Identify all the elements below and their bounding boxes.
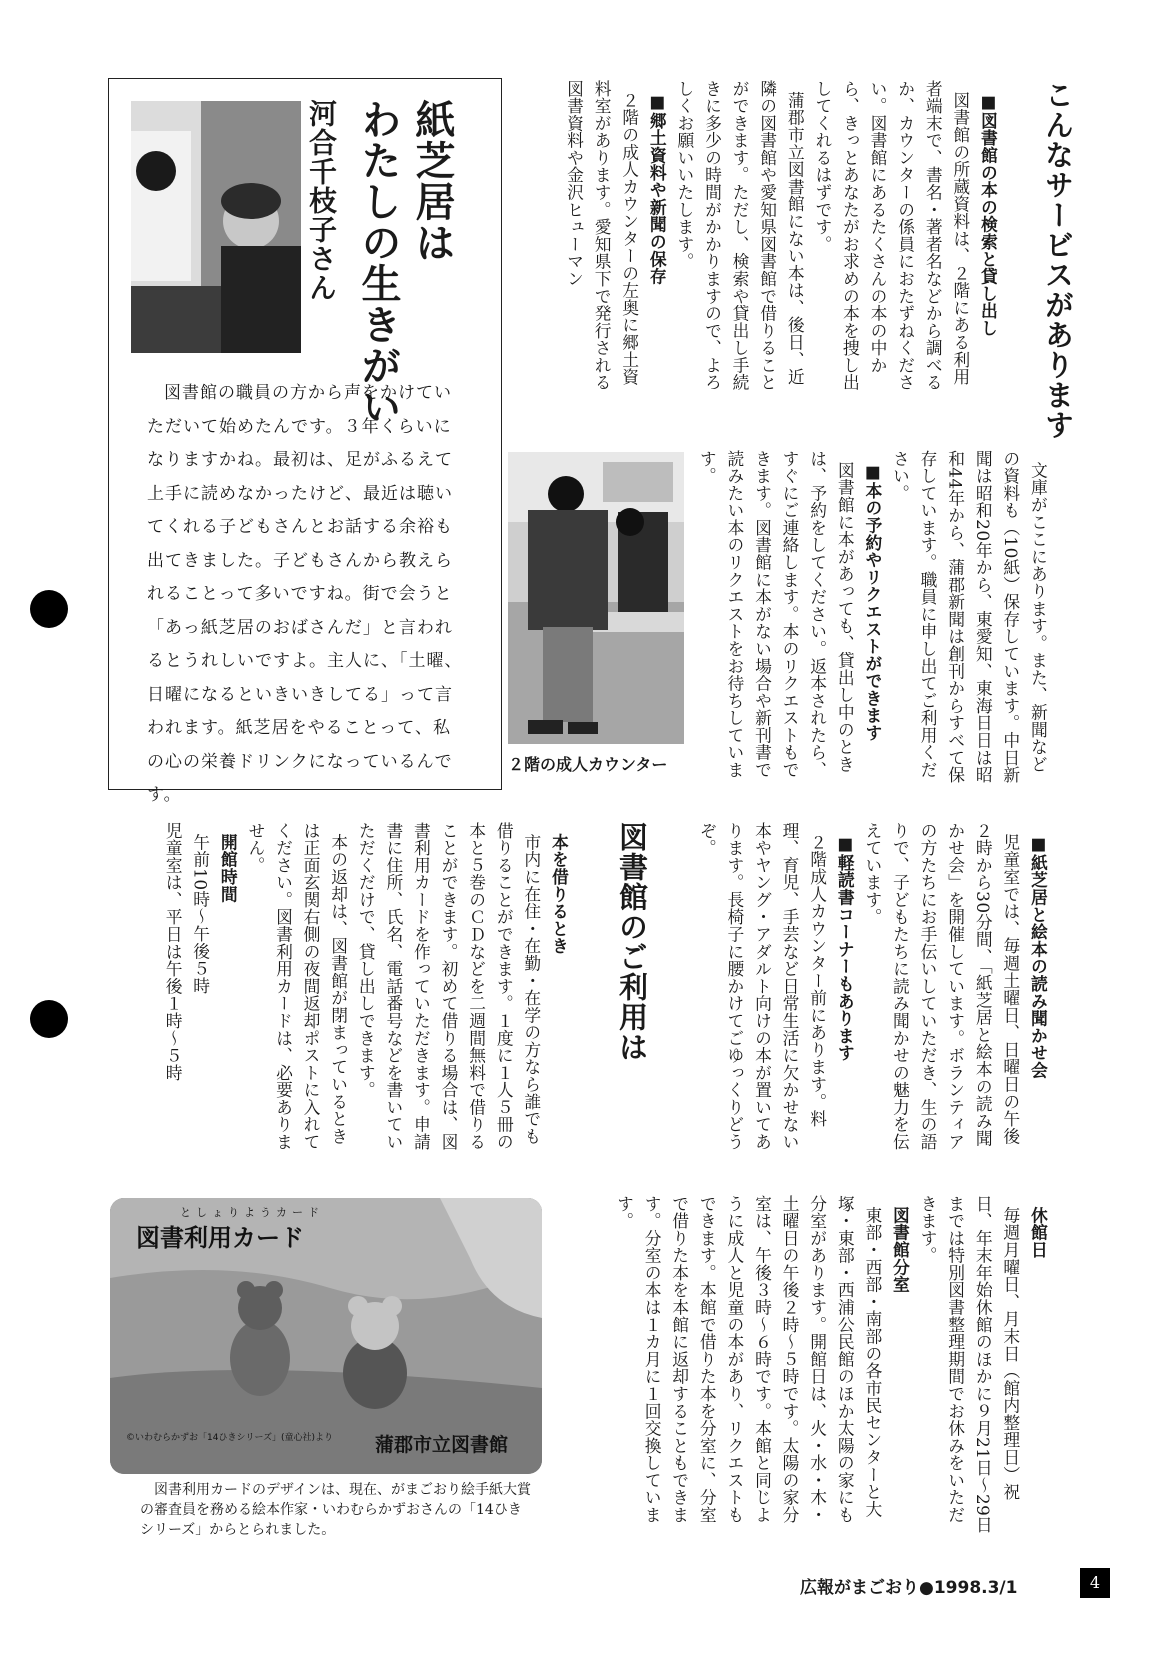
card-caption: 図書利用カードのデザインは、現在、がまごおり絵手紙大賞の審査員を務める絵本作家・いわむらかずおさんの「14ひきシリーズ」からとられました。 (140, 1482, 532, 1538)
publication-footer: 広報がまごおり●1998.3/1 (800, 1578, 1018, 1598)
service-text-upper (501, 80, 1029, 400)
reserve-body: 図書館に本があっても、貸出し中のときは、予約をしてください。返本されたら、すぐにご連絡します。本のリクエストもできます。図書館に本がない場合や新刊書で読みたい本のリクエストをお待ちしています。 (697, 450, 856, 779)
branch-heading: 図書館分室 (890, 1206, 911, 1294)
usage-title: 図書館のご利用は (615, 822, 649, 1062)
local-body-2: 文庫がここにあります。また、新聞などの資料も（10紙）保存しています。中日新聞は昭和20年から、東愛知、東海日日は昭和44年から、蒲郡新聞は創刊からすべて保存しています。職員に申し出てご利用ください。 (890, 450, 1049, 784)
page-number: 4 (1080, 1568, 1110, 1598)
closed-heading: 休館日 (1028, 1206, 1049, 1259)
search-heading: ■図書館の本の検索と貸し出し (978, 91, 999, 337)
return-body: 本の返却は、図書館が閉まっているときは正面玄関右側の夜間返却ポストに入れてください。図書利用カードは、必要ありません。 (245, 822, 349, 1151)
branch-body: 東部・西部・南部の各市民センターと大塚・東部・西浦公民館のほか太陽の家にも分室があります。開館日は、火・水・木・土曜日の午後２時～５時です。太陽の家分室は、午後３時～６時です。本館と同じように成人と児童の本があり、リクエストもできます。本館で借りた本を分室に、分室で借りた本を本館に返却することもできます。分室の本は１カ月に１回交換しています。 (614, 1195, 883, 1524)
binder-hole-bottom (30, 1000, 68, 1038)
closed-branch-text (591, 1195, 1079, 1535)
card-credit: ©いわむらかずお「14ひきシリーズ」(童心社)より (126, 1433, 334, 1443)
service-text-middle (666, 450, 1079, 790)
local-body-1: ２階の成人カウンターの左奥に郷土資料室があります。愛知県下で発行される図書資料や金沢ヒューマン (564, 80, 640, 392)
interviewee-name: 河合千枝子さん (305, 99, 338, 302)
counter-photo (508, 452, 684, 744)
hours-body: 午前10時～午後５時 児童室は、平日は午後１時～５時 (163, 822, 211, 1082)
interview-box (108, 78, 502, 805)
binder-hole-top (30, 590, 68, 628)
interview-title-line1: 紙芝居は (409, 99, 455, 263)
interview-body: 図書館の職員の方から声をかけていただいて始めたんです。３年くらいになりますかね。最初は、足がふるえて上手に読めなかったけど、最近は聴いてくれる子どもさんとお話する余裕も出てきました。子どもさんから教えられることって多いですね。街で会うと「あっ紙芝居のおばさんだ」と言われるとうれしいですよ。主人に、「土曜、日曜になるといきいきしてる」って言われます。紙芝居をやることって、私の心の栄養ドリンクになっているんです。 (147, 383, 463, 805)
interview-title-line2: わたしの生きがい (355, 99, 401, 427)
interviewee-photo (131, 101, 301, 353)
search-body: 図書館の所蔵資料は、２階にある利用者端末で、書名・著者名などから調べるか、カウンターの係員におたずねください。図書館にあるたくさんの本の中から、きっとあなたがお求めの本を捜し出してくれるはずです。 (812, 80, 971, 392)
card-library-name: 蒲郡市立図書館 (374, 1434, 508, 1456)
interlibrary-body: 蒲郡市立図書館にない本は、後日、近隣の図書館や愛知県図書館で借りることができます。ただし、検索や貸出し手続きに多少の時間がかかりますので、よろしくお願いいたします。 (674, 80, 806, 392)
kamishibai-heading: ■紙芝居と絵本の読み聞かせ会 (1028, 833, 1049, 1079)
hours-heading: 開館時間 (218, 833, 239, 903)
local-heading: ■郷土資料や新聞の保存 (647, 91, 668, 286)
counter-photo-caption: ２階の成人カウンター (508, 755, 668, 774)
reserve-heading: ■本の予約やリクエストができます (862, 461, 883, 742)
usage-text (110, 822, 600, 1162)
closed-body: 毎週月曜日、月末日（館内整理日）祝日、年末年始休館のほかに９月21日～29日までは特別図書整理期間でお休みをいただきます。 (918, 1195, 1021, 1534)
card-title: 図書利用カード (136, 1224, 304, 1252)
borrow-heading: 本を借りるとき (549, 833, 570, 955)
service-text-lower (697, 822, 1079, 1162)
interviewee-photo-illustration (131, 101, 301, 353)
counter-photo-illustration (508, 452, 684, 744)
kamishibai-body: 児童室では、毎週土曜日、日曜日の午後２時から30分間、「紙芝居と絵本の読み聞かせ会」を開催しています。ボランティアの方たちにお手伝いしていただき、生の語りで、子どもたちに読み聞かせの魅力を伝えています。 (862, 822, 1021, 1151)
section-title-services: こんなサービスがあります (1041, 80, 1075, 440)
card-ruby: としょりようカード (180, 1206, 324, 1219)
light-reading-heading: ■軽読書コーナーもあります (835, 833, 856, 1062)
library-card-image (110, 1198, 542, 1474)
light-reading-body: ２階成人カウンター前にあります。料理、育児、手芸など日常生活に欠かせない本やヤング・アダルト向けの本が置いてあります。長椅子に腰かけてごゆっくりどうぞ。 (697, 822, 828, 1151)
borrow-body: 市内に在住・在勤・在学の方なら誰でも借りることができます。１度に１人５冊の本と５巻のＣＤなどを二週間無料で借りることができます。初めて借りる場合は、図書利用カードを作っていただきます。申請書に住所、氏名、電話番号などを書いていただくだけで、貸し出しできます。 (356, 822, 542, 1151)
